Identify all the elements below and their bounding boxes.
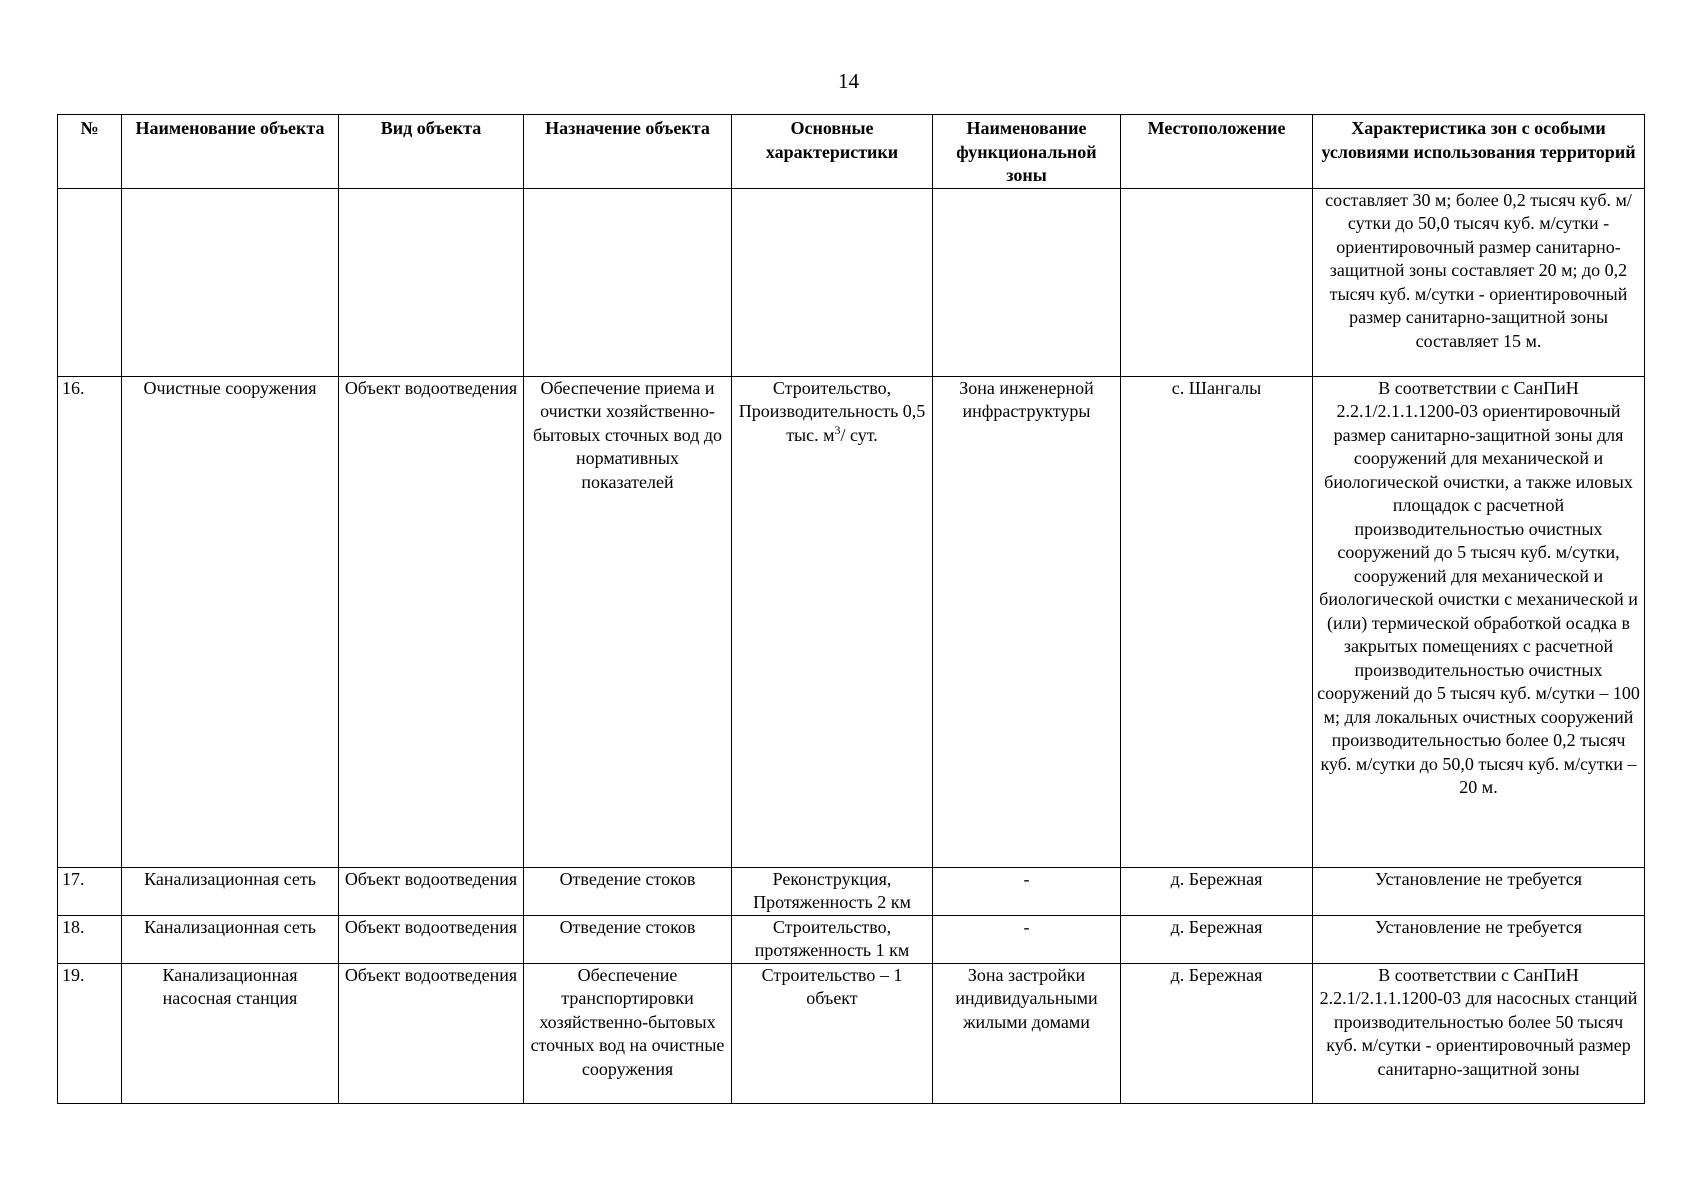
header-functional-zone: Наименование функциональной зоны: [933, 115, 1121, 189]
cell-special-zone-text: В соответствии с СанПиН 2.2.1/2.1.1.1200-03 ориентировочный размер санитарно-защитной зоны для сооружений для механической и биологической очистки, а также иловых площадок с расчетной производительностью очистных сооружений до 5 тысяч куб. м/сутки, сооружений для механической и биологической очистки с механической и (или) термической обработкой осадка в закрытых помещениях с расчетной производительностью очистных сооружений до 5 тысяч куб. м/сутки – 100 м; для локальных очистных сооружений производительностью более 0,2 тысяч куб. м/сутки до 50,0 тысяч куб. м/сутки – 20 м.: [1313, 376, 1645, 867]
cell-number: 16.: [58, 376, 122, 867]
header-object-purpose: Назначение объекта: [524, 115, 732, 189]
cell-characteristics: Строительство – 1 объект: [732, 963, 933, 1103]
cell-purpose: [524, 188, 732, 376]
cell-purpose: Обеспечение транспортировки хозяйственно-бытовых сточных вод на очистные сооружения: [524, 963, 732, 1103]
cell-number: 19.: [58, 963, 122, 1103]
cell-type: Объект водоотведения: [339, 915, 524, 963]
cell-name: [122, 188, 339, 376]
cell-type: Объект водоотведения: [339, 376, 524, 867]
table-header-row: [58, 115, 1645, 189]
cell-location: д. Бережная: [1121, 915, 1313, 963]
table-row: [58, 915, 1645, 963]
objects-table: [57, 114, 1645, 1104]
header-location: Местоположение: [1121, 115, 1313, 189]
cell-zone: -: [933, 867, 1121, 915]
header-object-name: Наименование объекта: [122, 115, 339, 189]
cell-type: Объект водоотведения: [339, 867, 524, 915]
characteristics-text: Строительство, Производительность 0,5 тыс. м: [738, 377, 926, 445]
table-row-continuation: [58, 188, 1645, 376]
cell-name: Канализационная сеть: [122, 915, 339, 963]
cell-location: д. Бережная: [1121, 963, 1313, 1103]
cell-name: Канализационная сеть: [122, 867, 339, 915]
cell-special-zone-text: составляет 30 м; более 0,2 тысяч куб. м/сутки до 50,0 тысяч куб. м/сутки - ориентировочный размер санитарно-защитной зоны составляет 20 м; до 0,2 тысяч куб. м/сутки - ориентировочный размер санитарно-защитной зоны составляет 15 м.: [1313, 188, 1645, 376]
cell-type: [339, 188, 524, 376]
cell-number: 18.: [58, 915, 122, 963]
header-special-zones: Характеристика зон с особыми условиями использования территорий: [1313, 115, 1645, 189]
cell-zone: -: [933, 915, 1121, 963]
header-object-type: Вид объекта: [339, 115, 524, 189]
page-number: 14: [838, 69, 859, 93]
cell-purpose: Обеспечение приема и очистки хозяйственно-бытовых сточных вод до нормативных показателей: [524, 376, 732, 867]
cell-name: Очистные сооружения: [122, 376, 339, 867]
table-row: [58, 867, 1645, 915]
cell-characteristics: Реконструкция, Протяженность 2 км: [732, 867, 933, 915]
cell-location: с. Шангалы: [1121, 376, 1313, 867]
cell-characteristics: [732, 188, 933, 376]
cell-special-zone-text: В соответствии с СанПиН 2.2.1/2.1.1.1200-03 для насосных станций производительностью более 50 тысяч куб. м/сутки - ориентировочный размер санитарно-защитной зоны: [1313, 963, 1645, 1103]
header-main-characteristics: Основные характеристики: [732, 115, 933, 189]
cell-special-zone-text: Установление не требуется: [1313, 915, 1645, 963]
characteristics-unit: / сут.: [840, 424, 878, 445]
cell-number: [58, 188, 122, 376]
cell-characteristics: Строительство, протяженность 1 км: [732, 915, 933, 963]
cell-zone: Зона инженерной инфраструктуры: [933, 376, 1121, 867]
table-row: [58, 376, 1645, 867]
cell-location: д. Бережная: [1121, 867, 1313, 915]
table-row: [58, 963, 1645, 1103]
cell-number: 17.: [58, 867, 122, 915]
cell-characteristics: [732, 376, 933, 867]
cell-type: Объект водоотведения: [339, 963, 524, 1103]
cell-name: Канализационная насосная станция: [122, 963, 339, 1103]
cell-location: [1121, 188, 1313, 376]
cell-purpose: Отведение стоков: [524, 915, 732, 963]
cell-zone: [933, 188, 1121, 376]
cell-zone: Зона застройки индивидуальными жилыми домами: [933, 963, 1121, 1103]
header-number: №: [58, 115, 122, 189]
cell-purpose: Отведение стоков: [524, 867, 732, 915]
cell-special-zone-text: Установление не требуется: [1313, 867, 1645, 915]
superscript-exponent: 3: [834, 422, 841, 437]
